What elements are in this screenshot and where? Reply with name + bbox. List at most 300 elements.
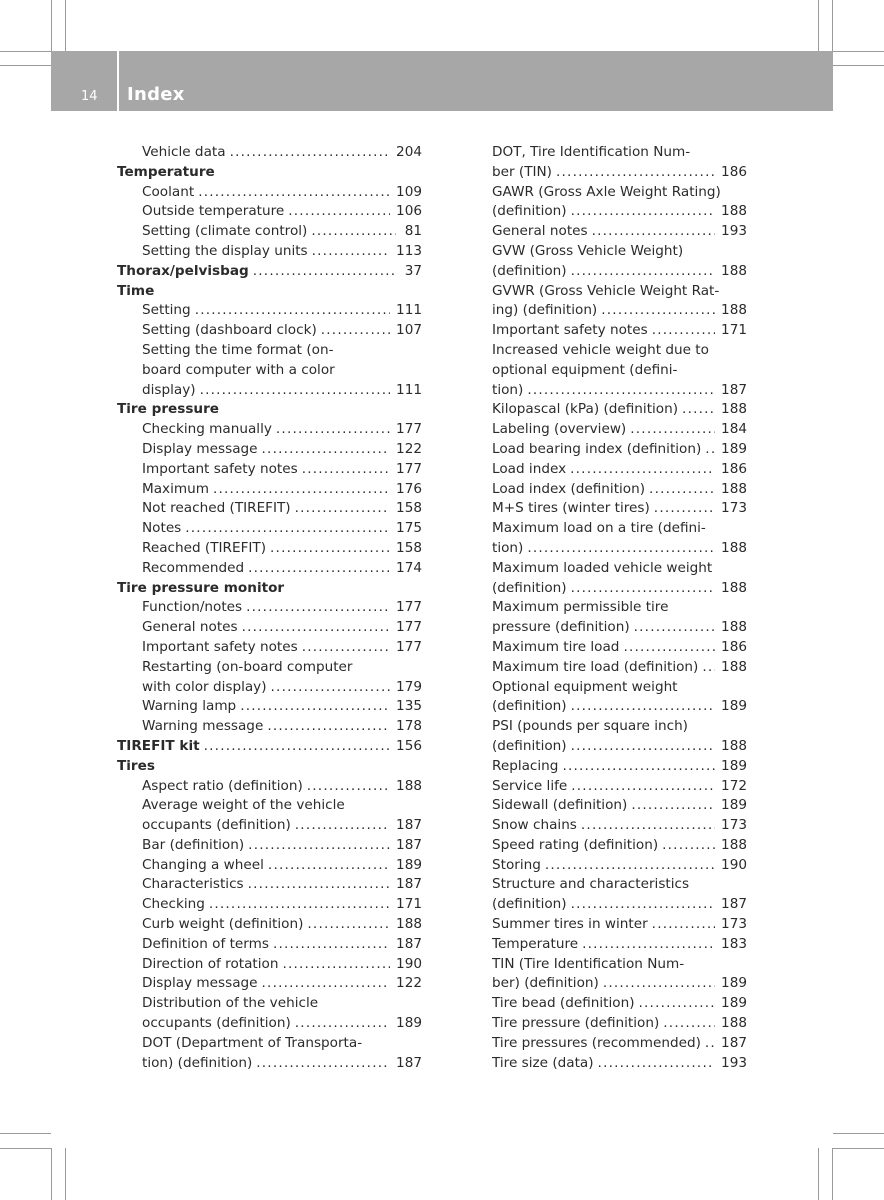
crop-mark: [818, 0, 819, 51]
index-page-number: 190: [721, 856, 747, 873]
index-entry: [467, 361, 747, 381]
index-entry: [467, 183, 747, 203]
index-entry-text: Speed rating (definition): [492, 836, 659, 853]
index-entry-text: DOT (Department of Transporta-: [142, 1034, 363, 1051]
index-entry: [117, 202, 422, 222]
index-entry: [117, 242, 422, 262]
index-entry-text: PSI (pounds per square inch): [492, 718, 688, 735]
index-entry-text: Snow chains: [492, 817, 577, 834]
dot-leader: [185, 519, 390, 539]
index-page-number: 188: [721, 836, 747, 853]
index-entry: [467, 242, 747, 262]
index-page-number: 204: [396, 144, 422, 160]
index-page-number: 177: [396, 460, 422, 477]
index-page-number: 189: [721, 995, 747, 1012]
dot-leader: [230, 143, 390, 163]
index-entry: [467, 519, 747, 539]
index-entry: [467, 143, 747, 163]
index-entry: [467, 301, 747, 321]
index-entry-text: Maximum loaded vehicle weight: [492, 559, 713, 576]
index-page-number: 188: [721, 658, 747, 675]
dot-leader: [598, 1054, 716, 1074]
index-entry-text: tion) (definition): [142, 1054, 253, 1071]
index-entry: [467, 559, 747, 579]
dot-leader: [248, 875, 390, 895]
index-entry: [467, 915, 747, 935]
index-page-number: 176: [396, 480, 422, 497]
index-entry-text: Setting (dashboard clock): [142, 322, 317, 339]
index-entry: [467, 994, 747, 1014]
index-entry: [467, 658, 747, 678]
dot-leader: [571, 737, 715, 757]
index-page-number: 188: [721, 579, 747, 596]
dot-leader: [295, 816, 390, 836]
index-entry: [467, 1034, 747, 1054]
dot-leader: [282, 955, 390, 975]
index-page-number: 158: [396, 539, 422, 556]
index-entry-text: Maximum permissible tire: [492, 599, 669, 616]
index-page-number: 189: [396, 856, 422, 873]
crop-mark: [833, 51, 884, 52]
index-page-number: 37: [404, 262, 422, 279]
index-page-number: 183: [721, 935, 747, 952]
page-title: Index: [127, 84, 185, 105]
index-entry: [117, 1034, 422, 1054]
index-page-number: 178: [396, 718, 422, 735]
index-page-number: 173: [721, 500, 747, 517]
index-entry: [467, 282, 747, 302]
index-entry: [117, 1014, 422, 1034]
index-entry-text: Storing: [492, 856, 541, 873]
dot-leader: [271, 678, 391, 698]
index-entry-text: Display message: [142, 975, 258, 992]
dot-leader: [302, 638, 390, 658]
crop-mark: [0, 1133, 51, 1134]
dot-leader: [649, 480, 715, 500]
index-entry-text: General notes: [492, 223, 588, 240]
index-entry-text: (definition): [492, 737, 567, 754]
index-entry: [117, 499, 422, 519]
index-entry: [467, 499, 747, 519]
dot-leader: [204, 737, 390, 757]
index-entry-text: ber (TIN): [492, 163, 552, 180]
index-entry-text: Bar (definition): [142, 836, 245, 853]
index-entry-text: Maximum load on a tire (defini-: [492, 520, 706, 537]
index-entry: [117, 361, 422, 381]
dot-leader: [663, 1014, 715, 1034]
index-page-number: 186: [721, 638, 747, 655]
index-entry: [117, 658, 422, 678]
dot-leader: [302, 460, 390, 480]
crop-mark: [832, 0, 833, 51]
index-entry: [467, 757, 747, 777]
dot-leader: [562, 757, 715, 777]
index-page-number: 188: [721, 203, 747, 220]
index-entry-text: Load index: [492, 460, 567, 477]
index-entry-text: Important safety notes: [142, 638, 298, 655]
index-entry: [467, 697, 747, 717]
index-page-number: 81: [404, 223, 422, 240]
index-entry-text: occupants (definition): [142, 1015, 291, 1032]
dot-leader: [571, 262, 715, 282]
dot-leader: [571, 579, 715, 599]
index-page-number: 187: [721, 1034, 747, 1051]
dot-leader: [253, 262, 396, 282]
index-entry: [117, 183, 422, 203]
index-page-number: 175: [396, 520, 422, 537]
dot-leader: [662, 836, 715, 856]
index-entry: [467, 895, 747, 915]
crop-mark: [65, 1148, 66, 1200]
index-entry: [467, 796, 747, 816]
index-entry-text: (definition): [492, 896, 567, 913]
crop-mark: [818, 1148, 819, 1200]
dot-leader: [267, 717, 390, 737]
index-entry: [467, 480, 747, 500]
index-page-number: 187: [396, 836, 422, 853]
index-entry: [117, 440, 422, 460]
dot-leader: [603, 974, 715, 994]
index-entry: [117, 777, 422, 797]
index-entry-text: Function/notes: [142, 599, 243, 616]
dot-leader: [682, 400, 715, 420]
dot-leader: [200, 381, 390, 401]
dot-leader: [571, 777, 715, 797]
index-page-number: 189: [721, 440, 747, 457]
crop-mark: [0, 51, 51, 52]
index-entry: [467, 420, 747, 440]
index-entry: [117, 895, 422, 915]
index-page-number: 187: [721, 381, 747, 398]
index-page-number: 190: [396, 955, 422, 972]
index-entry-text: Notes: [142, 520, 182, 537]
index-page-number: 188: [396, 916, 422, 933]
index-entry-text: TIREFIT kit: [117, 737, 200, 754]
index-entry-text: Tire pressure: [117, 401, 220, 418]
index-page-number: 106: [396, 203, 422, 220]
index-entry-text: Tire bead (definition): [492, 995, 635, 1012]
index-page-number: 172: [721, 777, 747, 794]
crop-mark: [833, 65, 884, 66]
index-entry: [467, 678, 747, 698]
index-page-number: 187: [396, 935, 422, 952]
dot-leader: [270, 539, 390, 559]
crop-mark: [51, 0, 52, 51]
index-heading: [117, 400, 422, 420]
index-entry-text: Load index (definition): [492, 480, 646, 497]
crop-mark: [832, 1148, 833, 1200]
index-entry-text: ing) (definition): [492, 302, 598, 319]
dot-leader: [213, 480, 390, 500]
index-entry-text: ber) (definition): [492, 975, 599, 992]
index-page-number: 188: [396, 777, 422, 794]
index-entry: [117, 321, 422, 341]
dot-leader: [242, 618, 390, 638]
dot-leader: [311, 222, 396, 242]
dot-leader: [652, 321, 715, 341]
index-entry-text: Distribution of the vehicle: [142, 995, 319, 1012]
dot-leader: [312, 242, 390, 262]
dot-leader: [702, 658, 715, 678]
dot-leader: [623, 638, 715, 658]
index-entry: [467, 717, 747, 737]
index-entry-text: Optional equipment weight: [492, 678, 678, 695]
dot-leader: [240, 697, 390, 717]
index-page-number: 171: [396, 896, 422, 913]
index-entry-text: (definition): [492, 262, 567, 279]
index-entry: [117, 598, 422, 618]
index-entry-text: with color display): [142, 678, 267, 695]
index-entry: [467, 262, 747, 282]
index-entry: [117, 796, 422, 816]
index-entry-text: Aspect ratio (definition): [142, 777, 303, 794]
index-entry-text: Recommended: [142, 559, 245, 576]
index-entry-text: (definition): [492, 698, 567, 715]
index-entry-text: Warning lamp: [142, 698, 237, 715]
dot-leader: [209, 895, 390, 915]
dot-leader: [592, 222, 715, 242]
dot-leader: [295, 1014, 390, 1034]
index-entry-text: Thorax/pelvisbag: [117, 262, 249, 279]
crop-mark: [833, 1133, 884, 1134]
dot-leader: [545, 856, 715, 876]
index-page-number: 188: [721, 302, 747, 319]
index-entry: [467, 1054, 747, 1074]
index-entry: [467, 341, 747, 361]
dot-leader: [582, 935, 715, 955]
page-header: [51, 51, 833, 111]
index-entry: [467, 737, 747, 757]
index-entry: [117, 460, 422, 480]
index-entry: [117, 480, 422, 500]
index-page-number: 177: [396, 619, 422, 636]
index-page-number: 177: [396, 421, 422, 438]
index-entry-text: display): [142, 381, 196, 398]
dot-leader: [571, 895, 715, 915]
index-entry: [467, 579, 747, 599]
index-entry: [117, 915, 422, 935]
dot-leader: [321, 321, 390, 341]
index-entry-text: Labeling (overview): [492, 421, 627, 438]
index-entry: [467, 321, 747, 341]
index-entry: [117, 836, 422, 856]
index-entry: [467, 381, 747, 401]
index-page-number: 111: [396, 302, 422, 319]
index-entry: [467, 974, 747, 994]
index-entry: [117, 143, 422, 163]
index-page-number: 177: [396, 599, 422, 616]
crop-mark: [0, 1148, 51, 1149]
index-entry-text: Replacing: [492, 757, 559, 774]
index-entry-text: Kilopascal (kPa) (definition): [492, 401, 679, 418]
index-page-number: 188: [721, 619, 747, 636]
index-entry: [117, 697, 422, 717]
index-page-number: 189: [721, 797, 747, 814]
index-page-number: 187: [396, 817, 422, 834]
index-entry: [467, 539, 747, 559]
index-entry: [117, 618, 422, 638]
index-entry: [117, 559, 422, 579]
index-page-number: 193: [721, 1054, 747, 1071]
index-entry-text: Important safety notes: [492, 322, 648, 339]
index-entry: [467, 638, 747, 658]
index-entry-text: Increased vehicle weight due to: [492, 341, 709, 358]
index-entry-text: Display message: [142, 440, 258, 457]
dot-leader: [262, 974, 391, 994]
index-entry-text: Maximum tire load (definition): [492, 658, 699, 675]
index-entry-text: Important safety notes: [142, 460, 298, 477]
index-entry: [117, 519, 422, 539]
index-entry-text: Setting: [142, 302, 191, 319]
dot-leader: [262, 440, 391, 460]
index-entry-text: Tires: [117, 757, 155, 774]
index-page-number: 177: [396, 638, 422, 655]
index-page-number: 186: [721, 460, 747, 477]
crop-mark: [65, 0, 66, 51]
index-entry: [467, 222, 747, 242]
dot-leader: [639, 994, 716, 1014]
index-entry: [467, 618, 747, 638]
index-page-number: 158: [396, 500, 422, 517]
index-entry-text: Average weight of the vehicle: [142, 797, 345, 814]
index-page-number: 188: [721, 1015, 747, 1032]
index-page-number: 188: [721, 401, 747, 418]
index-entry: [117, 678, 422, 698]
page-number: 14: [81, 89, 98, 104]
index-entry-text: Checking: [142, 896, 205, 913]
dot-leader: [527, 539, 715, 559]
index-entry-text: Not reached (TIREFIT): [142, 500, 291, 517]
index-entry: [467, 440, 747, 460]
index-entry: [117, 301, 422, 321]
header-divider: [117, 51, 119, 111]
dot-leader: [195, 301, 390, 321]
index-entry-text: Direction of rotation: [142, 955, 279, 972]
index-entry: [467, 400, 747, 420]
index-entry: [117, 935, 422, 955]
index-entry-text: (definition): [492, 203, 567, 220]
index-entry-text: Tire pressure monitor: [117, 579, 285, 596]
index-entry-text: Setting the display units: [142, 242, 308, 259]
dot-leader: [273, 935, 390, 955]
index-entry-text: Time: [117, 282, 155, 299]
index-page-number: 109: [396, 183, 422, 200]
index-entry-text: Temperature: [117, 163, 215, 180]
dot-leader: [556, 163, 715, 183]
index-page-number: 186: [721, 163, 747, 180]
index-entry-text: Definition of terms: [142, 935, 269, 952]
dot-leader: [307, 777, 390, 797]
index-entry: [467, 856, 747, 876]
index-entry-text: Load bearing index (definition): [492, 440, 702, 457]
dot-leader: [634, 618, 715, 638]
index-entry: [117, 341, 422, 361]
index-page-number: 187: [396, 876, 422, 893]
index-entry-text: Tire size (data): [492, 1054, 594, 1071]
index-entry-text: Sidewall (definition): [492, 797, 628, 814]
index-entry: [467, 875, 747, 895]
index-heading: [117, 579, 422, 599]
dot-leader: [570, 460, 715, 480]
dot-leader: [705, 440, 715, 460]
index-entry-text: (definition): [492, 579, 567, 596]
index-entry: [467, 816, 747, 836]
index-page-number: 135: [396, 698, 422, 715]
crop-mark: [833, 1148, 884, 1149]
dot-leader: [288, 202, 390, 222]
index-entry-text: Temperature: [492, 935, 579, 952]
index-page-number: 189: [721, 698, 747, 715]
index-entry-text: pressure (definition): [492, 619, 630, 636]
index-entry-text: tion): [492, 381, 524, 398]
index-entry-text: Setting (climate control): [142, 223, 308, 240]
index-page-number: 171: [721, 322, 747, 339]
index-entry: [117, 539, 422, 559]
dot-leader: [630, 420, 715, 440]
index-page-number: 188: [721, 539, 747, 556]
index-entry: [117, 420, 422, 440]
index-page-number: 187: [721, 896, 747, 913]
dot-leader: [601, 301, 715, 321]
crop-mark: [51, 1148, 52, 1200]
index-heading: [117, 262, 422, 282]
index-entry: [117, 816, 422, 836]
index-entry: [467, 777, 747, 797]
index-entry-text: Checking manually: [142, 421, 272, 438]
index-entry-text: Summer tires in winter: [492, 916, 648, 933]
index-entry-text: Restarting (on-board computer: [142, 658, 353, 675]
index-entry-text: M+S tires (winter tires): [492, 500, 650, 517]
index-entry: [117, 381, 422, 401]
index-entry-text: Characteristics: [142, 876, 244, 893]
index-entry-text: Warning message: [142, 718, 264, 735]
dot-leader: [581, 816, 715, 836]
index-entry-text: Reached (TIREFIT): [142, 539, 267, 556]
index-page-number: 189: [721, 757, 747, 774]
index-entry-text: board computer with a color: [142, 361, 335, 378]
index-heading: [117, 737, 422, 757]
index-entry-text: occupants (definition): [142, 817, 291, 834]
dot-leader: [654, 499, 715, 519]
index-page-number: 179: [396, 678, 422, 695]
dot-leader: [652, 915, 715, 935]
index-page-number: 111: [396, 381, 422, 398]
index-page-number: 188: [721, 480, 747, 497]
index-entry-text: Changing a wheel: [142, 856, 264, 873]
index-page-number: 122: [396, 975, 422, 992]
index-page-number: 184: [721, 421, 747, 438]
index-entry: [467, 202, 747, 222]
index-heading: [117, 282, 422, 302]
index-entry: [467, 935, 747, 955]
index-entry-text: Outside temperature: [142, 203, 285, 220]
index-page-number: 174: [396, 559, 422, 576]
index-entry: [117, 222, 422, 242]
dot-leader: [571, 202, 715, 222]
index-entry: [467, 1014, 747, 1034]
index-entry-text: Vehicle data: [142, 144, 226, 160]
dot-leader: [256, 1054, 390, 1074]
index-entry: [117, 955, 422, 975]
crop-mark: [0, 65, 51, 66]
index-page-number: 187: [396, 1054, 422, 1071]
index-entry-text: Coolant: [142, 183, 195, 200]
index-entry-text: GVWR (Gross Vehicle Weight Rat-: [492, 282, 720, 299]
index-entry-text: DOT, Tire Identification Num-: [492, 144, 691, 160]
index-entry-text: Curb weight (definition): [142, 916, 304, 933]
dot-leader: [295, 499, 390, 519]
dot-leader: [268, 856, 390, 876]
